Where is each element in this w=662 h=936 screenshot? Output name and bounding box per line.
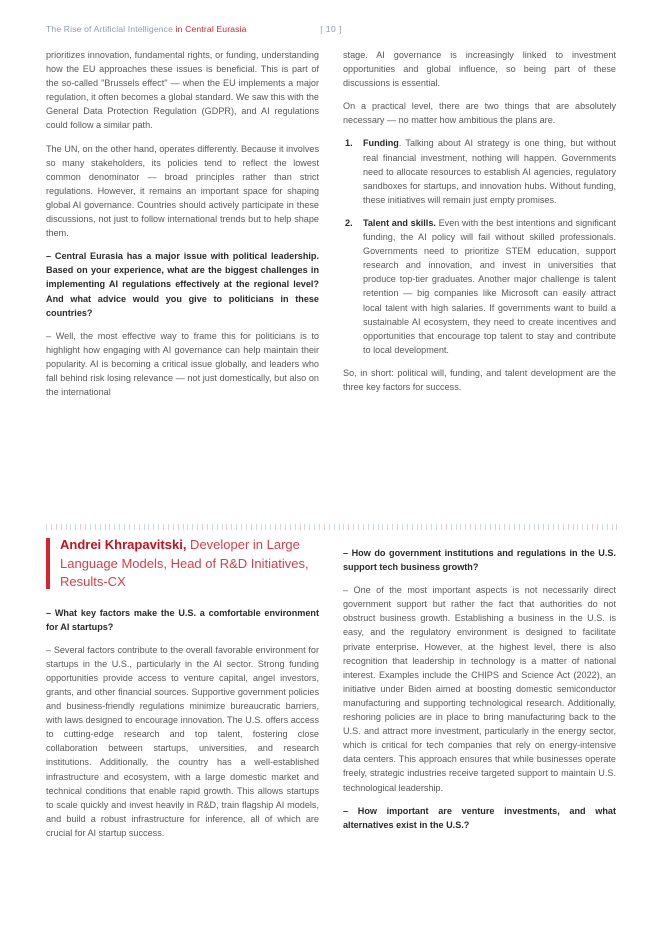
divider-tick xyxy=(329,524,330,530)
divider-tick xyxy=(105,524,106,530)
divider-tick xyxy=(524,524,525,530)
column-spacer xyxy=(343,536,616,546)
divider-tick xyxy=(212,524,213,530)
divider-tick xyxy=(495,524,496,530)
divider-tick xyxy=(114,524,115,530)
divider-tick xyxy=(70,524,71,530)
divider-tick xyxy=(261,524,262,530)
lower-columns xyxy=(46,536,616,922)
header-title-main: The Rise of Artificial Intelligence xyxy=(46,24,176,34)
divider-tick xyxy=(275,524,276,530)
divider-tick xyxy=(456,524,457,530)
divider-tick xyxy=(348,524,349,530)
divider-tick xyxy=(109,524,110,530)
paragraph: The UN, on the other hand, operates differently. Because it involves so many stakeholders, its policies tend to reflect the lowest common denominator — broad principles rather than strict regulations. However, it remains an important space for shaping global AI governance. Countries should actively participate in these discussions, not just to follow international trends but to help shape them. xyxy=(46,143,319,239)
divider-tick xyxy=(207,524,208,530)
divider-tick xyxy=(231,524,232,530)
divider-tick xyxy=(314,524,315,530)
divider-tick xyxy=(446,524,447,530)
divider-tick xyxy=(295,524,296,530)
interview-question: – How do government institutions and regulations in the U.S. support tech business growth? xyxy=(343,548,616,573)
divider-tick xyxy=(168,524,169,530)
divider-tick xyxy=(592,524,593,530)
divider-tick xyxy=(173,524,174,530)
divider-tick xyxy=(95,524,96,530)
divider-tick xyxy=(412,524,413,530)
divider-tick xyxy=(436,524,437,530)
list-item-body: . Talking about AI strategy is one thing, but without real financial investment, nothing will happen. Governments need to allocate resources to establish AI agencies, regulatory sandboxes for startups, and innovation hubs. Without funding, these initiatives will remain just empty promises. xyxy=(363,138,616,205)
divider-tick xyxy=(607,524,608,530)
header-title-accent: in Central Eurasia xyxy=(175,24,247,34)
divider-tick xyxy=(451,524,452,530)
divider-tick xyxy=(475,524,476,530)
divider-tick xyxy=(129,524,130,530)
divider-tick xyxy=(56,524,57,530)
divider-tick xyxy=(373,524,374,530)
divider-tick xyxy=(597,524,598,530)
speaker-name: Andrei Khrapavitski, xyxy=(60,537,187,552)
speaker-attribution xyxy=(46,536,319,592)
divider-tick xyxy=(407,524,408,530)
divider-tick xyxy=(543,524,544,530)
divider-tick xyxy=(339,524,340,530)
list-item-body: Even with the best intentions and significant funding, the AI policy will fail without skilled professionals. Governments need to prioritize STEM education, support research and innovation, and invest in universities that produce top-tier graduates. Another major challenge is talent retention — big companies like Microsoft can easily attract local talent with high salaries. If governments want to build a sustainable AI ecosystem, they need to create incentives and opportunities that encourage top talent to stay and contribute to local development. xyxy=(363,217,616,355)
divider-tick xyxy=(616,524,617,530)
divider-tick xyxy=(582,524,583,530)
divider-tick xyxy=(217,524,218,530)
divider-tick xyxy=(134,524,135,530)
divider-tick xyxy=(265,524,266,530)
divider-tick xyxy=(514,524,515,530)
divider-tick xyxy=(144,524,145,530)
divider-tick xyxy=(612,524,613,530)
interview-question: – Central Eurasia has a major issue with political leadership. Based on your experience, what are the biggest challenges in implementing AI regulations effectively at the regional level? And what advice would you give to politicians in these countries? xyxy=(46,251,319,318)
paragraph: So, in short: political will, funding, and talent development are the three key factors for success. xyxy=(343,367,616,392)
divider-tick xyxy=(368,524,369,530)
divider-tick xyxy=(119,524,120,530)
divider-tick xyxy=(465,524,466,530)
divider-tick xyxy=(236,524,237,530)
divider-tick xyxy=(148,524,149,530)
interview-question: – How important are venture investments, and what alternatives exist in the U.S.? xyxy=(343,805,616,830)
divider-tick xyxy=(319,524,320,530)
upper-left-column xyxy=(46,48,319,500)
divider-tick xyxy=(504,524,505,530)
list-item xyxy=(343,216,616,357)
divider-tick xyxy=(334,524,335,530)
divider-tick xyxy=(46,524,47,530)
divider-tick xyxy=(85,524,86,530)
divider-tick xyxy=(534,524,535,530)
divider-tick xyxy=(183,524,184,530)
divider-tick xyxy=(343,524,344,530)
divider-tick xyxy=(519,524,520,530)
divider-tick xyxy=(100,524,101,530)
divider-tick xyxy=(324,524,325,530)
divider-tick xyxy=(51,524,52,530)
speaker-text xyxy=(60,536,319,592)
divider-tick xyxy=(90,524,91,530)
list-item-lead: Talent and skills. xyxy=(363,217,436,228)
divider-tick xyxy=(300,524,301,530)
divider-tick xyxy=(290,524,291,530)
divider-tick xyxy=(426,524,427,530)
lower-left-column xyxy=(46,536,319,922)
divider-tick xyxy=(382,524,383,530)
divider-tick xyxy=(226,524,227,530)
divider-tick xyxy=(553,524,554,530)
divider-tick xyxy=(163,524,164,530)
divider-tick xyxy=(61,524,62,530)
divider-tick xyxy=(80,524,81,530)
divider-tick xyxy=(246,524,247,530)
divider-tick xyxy=(392,524,393,530)
paragraph: On a practical level, there are two things that are absolutely necessary — no matter how ambitious the plans are. xyxy=(343,101,616,126)
lower-right-column xyxy=(343,536,616,922)
divider-tick xyxy=(353,524,354,530)
divider-tick xyxy=(251,524,252,530)
divider-tick xyxy=(460,524,461,530)
divider-tick xyxy=(241,524,242,530)
divider-tick xyxy=(602,524,603,530)
divider-tick xyxy=(378,524,379,530)
divider-tick xyxy=(421,524,422,530)
divider-tick xyxy=(285,524,286,530)
upper-right-column xyxy=(343,48,616,500)
interview-answer: – One of the most important aspects is not necessarily direct government support but rather the fact that authorities do not obstruct business growth. Establishing a business in the U.S. is easy, and the regulatory environment is designed to facilitate private enterprise. However, at the highest level, there is also recognition that leadership in technology is a matter of national interest. Examples include the CHIPS and Science Act (2022), an initiative under Biden aimed at boosting domestic semiconductor manufacturing and supporting technological research. Additionally, reshoring policies are in place to bring manufacturing back to the U.S. and attract more investment, particularly in the energy sector, which is critical for tech companies that rely on energy-intensive data centers. This approach ensures that while businesses operate freely, strategic industries receive targeted support to maintain U.S. technological leadership. xyxy=(343,585,616,793)
page-number: [ 10 ] xyxy=(320,24,342,34)
divider-tick xyxy=(509,524,510,530)
divider-tick xyxy=(441,524,442,530)
divider-tick xyxy=(358,524,359,530)
divider-tick xyxy=(153,524,154,530)
divider-tick xyxy=(363,524,364,530)
list-item-lead: Funding xyxy=(363,138,399,149)
divider-tick xyxy=(202,524,203,530)
divider-tick xyxy=(256,524,257,530)
divider-tick xyxy=(187,524,188,530)
divider-tick xyxy=(197,524,198,530)
upper-columns xyxy=(46,48,616,500)
interview-question: – What key factors make the U.S. a comfortable environment for AI startups? xyxy=(46,607,319,632)
divider-tick xyxy=(499,524,500,530)
list-item xyxy=(343,136,616,206)
interview-answer: – Well, the most effective way to frame this for politicians is to highlight how engaging with AI governance can help maintain their popularity. AI is becoming a critical issue globally, and leaders who fall behind risk losing relevance — not just domestically, but also on the international xyxy=(46,330,319,398)
divider-tick xyxy=(558,524,559,530)
divider-tick xyxy=(139,524,140,530)
divider-tick xyxy=(563,524,564,530)
running-header xyxy=(46,20,616,38)
paragraph: prioritizes innovation, fundamental rights, or funding, understanding how the EU approaches these issues is beneficial. This is part of the so-called "Brussels effect" — when the EU implements a major regulation, it often becomes a global standard. We saw this with the General Data Protection Regulation (GDPR), and AI regulations could follow a similar path. xyxy=(46,50,319,131)
speaker-role: Developer in Large Language Models, Head of R&D Initiatives, Results-CX xyxy=(60,537,309,589)
divider-tick xyxy=(568,524,569,530)
divider-tick xyxy=(75,524,76,530)
divider-tick xyxy=(587,524,588,530)
divider-tick xyxy=(485,524,486,530)
divider-tick xyxy=(124,524,125,530)
divider-tick xyxy=(548,524,549,530)
divider-tick xyxy=(417,524,418,530)
divider-tick xyxy=(222,524,223,530)
divider-tick xyxy=(387,524,388,530)
divider-tick xyxy=(397,524,398,530)
divider-tick xyxy=(178,524,179,530)
divider-tick xyxy=(304,524,305,530)
divider-tick xyxy=(538,524,539,530)
divider-tick xyxy=(270,524,271,530)
divider-tick xyxy=(470,524,471,530)
paragraph: stage. AI governance is increasingly linked to investment opportunities and global influence, so being part of these discussions is essential. xyxy=(343,50,616,89)
numbered-list xyxy=(343,136,616,356)
divider-tick xyxy=(66,524,67,530)
divider-tick xyxy=(280,524,281,530)
divider-tick xyxy=(431,524,432,530)
divider-tick xyxy=(529,524,530,530)
divider-tick xyxy=(158,524,159,530)
divider-tick xyxy=(573,524,574,530)
divider-tick xyxy=(402,524,403,530)
divider-tick xyxy=(192,524,193,530)
divider-tick xyxy=(490,524,491,530)
divider-tick xyxy=(577,524,578,530)
interview-answer: – Several factors contribute to the overall favorable environment for startups in the U.S., particularly in the AI sector. Strong funding opportunities provide access to venture capital, angel investors, grants, and other financial sources. Supportive government policies and business-friendly regulations minimize bureaucratic barriers, with laws designed to encourage innovation. The U.S. offers access to cutting-edge research and top talent, fostering close collaboration between startups, universities, and research institutions. Additionally, the country has a well-established infrastructure and ecosystem, with a large domestic market and technical conditions that enable rapid growth. This allows startups to scale quickly and invest heavily in R&D, train flagship AI models, and build a robust infrastructure for inference, all of which are crucial for AI startup success. xyxy=(46,644,319,838)
decorative-divider xyxy=(46,516,618,530)
divider-tick xyxy=(309,524,310,530)
divider-tick xyxy=(480,524,481,530)
